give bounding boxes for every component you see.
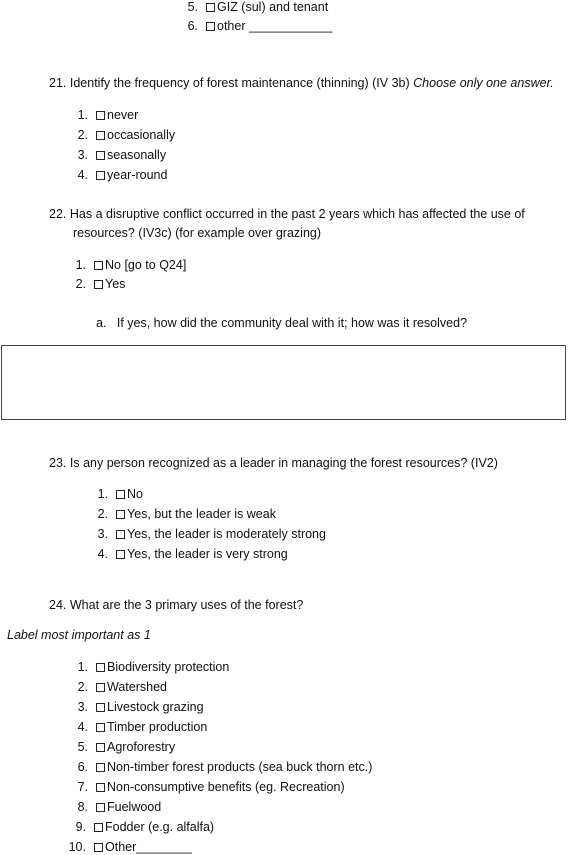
option-number: 2. xyxy=(97,507,108,521)
list-item xyxy=(68,128,175,143)
list-item xyxy=(88,547,288,562)
option-number: 2. xyxy=(77,128,88,142)
option-label: Yes xyxy=(105,277,126,291)
checkbox[interactable] xyxy=(96,111,107,120)
checkbox[interactable] xyxy=(116,490,127,499)
checkbox[interactable] xyxy=(96,763,107,772)
option-number: 1. xyxy=(77,660,88,674)
option-number: 8. xyxy=(77,800,88,814)
option-label: Fodder (e.g. alfalfa) xyxy=(105,820,215,834)
checkbox[interactable] xyxy=(96,131,107,140)
checkbox[interactable] xyxy=(116,530,127,539)
list-item xyxy=(178,0,328,15)
list-item xyxy=(68,760,372,775)
question-text: resources? (IV3c) (for example over grazing) xyxy=(73,226,322,240)
list-item xyxy=(68,720,207,735)
option-label: Non-consumptive benefits (eg. Recreation) xyxy=(107,780,345,794)
option-number: 1. xyxy=(77,108,88,122)
option-label: Livestock grazing xyxy=(107,700,204,714)
checkbox[interactable] xyxy=(96,723,107,732)
checkbox[interactable] xyxy=(96,151,107,160)
list-item xyxy=(88,507,276,522)
option-number: 6. xyxy=(77,760,88,774)
option-number: 1. xyxy=(97,487,108,501)
checkbox[interactable] xyxy=(94,280,105,289)
checkbox[interactable] xyxy=(206,3,217,12)
checkbox[interactable] xyxy=(96,743,107,752)
checkbox[interactable] xyxy=(116,510,127,519)
option-label: occasionally xyxy=(107,128,176,142)
answer-text-box[interactable] xyxy=(1,345,566,420)
option-label: year-round xyxy=(107,168,168,182)
question-text: Is any person recognized as a leader in managing the forest resources? (IV2) xyxy=(69,456,498,470)
list-item xyxy=(66,258,186,273)
question-number: 24. xyxy=(49,598,67,612)
question-text: Has a disruptive conflict occurred in the past 2 years which has affected the use of xyxy=(69,207,525,221)
option-label: No xyxy=(127,487,143,501)
list-item xyxy=(68,660,229,675)
option-number: 4. xyxy=(77,720,88,734)
option-number: 3. xyxy=(77,148,88,162)
list-item xyxy=(68,780,345,795)
question-21 xyxy=(49,76,554,91)
list-item xyxy=(88,527,326,542)
checkbox[interactable] xyxy=(96,171,107,180)
question-text: Identify the frequency of forest maintenance (thinning) (IV 3b) xyxy=(69,76,410,90)
question-number: 23. xyxy=(49,456,67,470)
option-label: Timber production xyxy=(107,720,208,734)
option-label: other ____________ xyxy=(217,19,333,33)
option-label: Biodiversity protection xyxy=(107,660,230,674)
list-item xyxy=(68,680,167,695)
list-item xyxy=(66,840,192,855)
list-item xyxy=(68,148,166,163)
option-number: 2. xyxy=(75,277,86,291)
list-item xyxy=(66,277,125,292)
list-item xyxy=(68,740,175,755)
question-text: What are the 3 primary uses of the forest? xyxy=(69,598,304,612)
question-22 xyxy=(49,207,525,222)
checkbox[interactable] xyxy=(96,783,107,792)
option-number: 4. xyxy=(77,168,88,182)
list-item xyxy=(178,19,332,34)
question-22-continued xyxy=(73,226,321,241)
question-23 xyxy=(49,456,498,471)
checkbox[interactable] xyxy=(96,663,107,672)
option-label: No [go to Q24] xyxy=(105,258,187,272)
option-number: 6. xyxy=(187,19,198,33)
checkbox[interactable] xyxy=(94,823,105,832)
option-label: GIZ (sul) and tenant xyxy=(217,0,329,14)
option-number: 10. xyxy=(68,840,86,854)
option-number: 7. xyxy=(77,780,88,794)
option-label: Non-timber forest products (sea buck thorn etc.) xyxy=(107,760,373,774)
option-label: seasonally xyxy=(107,148,167,162)
list-item xyxy=(68,700,204,715)
option-number: 3. xyxy=(97,527,108,541)
list-item xyxy=(68,800,161,815)
option-label: Yes, the leader is moderately strong xyxy=(127,527,326,541)
list-item xyxy=(68,108,138,123)
option-label: Yes, the leader is very strong xyxy=(127,547,288,561)
option-label: Agroforestry xyxy=(107,740,176,754)
option-label: never xyxy=(107,108,139,122)
option-number: 4. xyxy=(97,547,108,561)
checkbox[interactable] xyxy=(96,683,107,692)
checkbox[interactable] xyxy=(96,803,107,812)
sub-question-letter: a. xyxy=(96,316,107,330)
option-number: 2. xyxy=(77,680,88,694)
list-item xyxy=(66,820,214,835)
option-number: 5. xyxy=(77,740,88,754)
sub-question-a xyxy=(96,316,467,331)
option-label: Yes, but the leader is weak xyxy=(127,507,276,521)
sub-question-text: If yes, how did the community deal with it; how was it resolved? xyxy=(116,316,468,330)
option-label: Watershed xyxy=(107,680,167,694)
list-item xyxy=(68,168,167,183)
question-instruction: Label most important as 1 xyxy=(7,628,151,642)
option-number: 3. xyxy=(77,700,88,714)
checkbox[interactable] xyxy=(96,703,107,712)
question-number: 21. xyxy=(49,76,67,90)
option-number: 9. xyxy=(75,820,86,834)
checkbox[interactable] xyxy=(94,261,105,270)
question-instruction: Choose only one answer. xyxy=(413,76,554,90)
checkbox[interactable] xyxy=(116,550,127,559)
option-label: Other________ xyxy=(105,840,192,854)
option-number: 5. xyxy=(187,0,198,14)
question-24 xyxy=(49,598,303,613)
question-number: 22. xyxy=(49,207,67,221)
checkbox[interactable] xyxy=(206,22,217,31)
option-number: 1. xyxy=(75,258,86,272)
option-label: Fuelwood xyxy=(107,800,162,814)
checkbox[interactable] xyxy=(94,843,105,852)
list-item xyxy=(88,487,143,502)
